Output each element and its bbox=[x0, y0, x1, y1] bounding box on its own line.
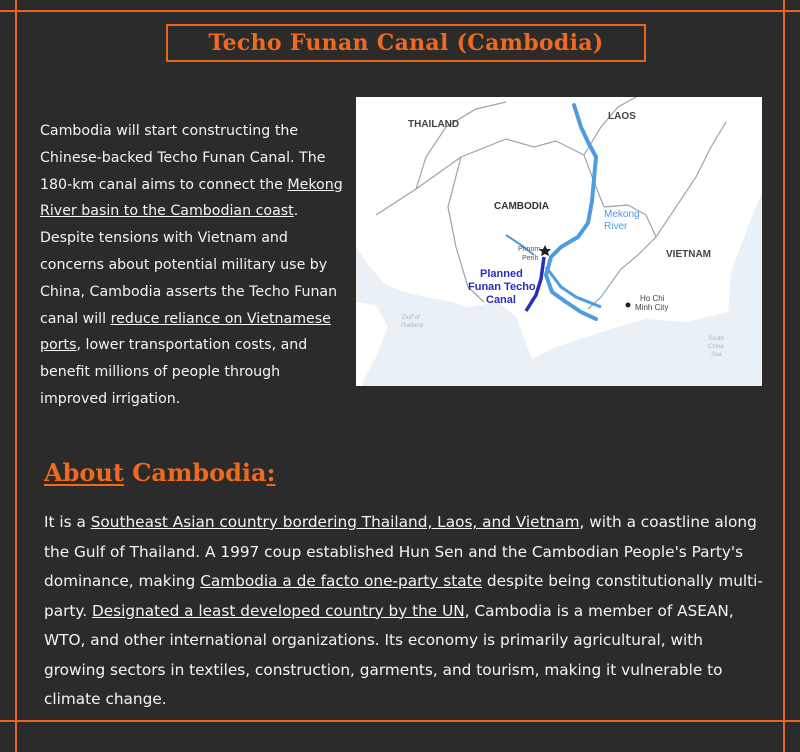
about-heading-b: Cambodia bbox=[123, 458, 267, 487]
about-heading-a: About bbox=[44, 458, 124, 487]
frame-top-line bbox=[0, 10, 800, 12]
canal-map bbox=[356, 97, 762, 386]
label-canal-3: Canal bbox=[486, 294, 516, 306]
ho-chi-minh-marker bbox=[626, 303, 631, 308]
label-phnom-2: Penh bbox=[522, 255, 539, 262]
intro-underline-2: reduce reliance on Vietnamese ports bbox=[40, 310, 331, 354]
label-vietnam: VIETNAM bbox=[666, 249, 711, 260]
label-gulf-1: Gulf of bbox=[402, 315, 420, 321]
frame-right-line bbox=[783, 0, 785, 752]
label-hcm-2: Minh City bbox=[635, 303, 669, 312]
about-heading-c: : bbox=[266, 458, 276, 487]
label-mekong-1: Mekong bbox=[604, 209, 640, 220]
about-paragraph bbox=[44, 508, 769, 715]
intro-text-3: , lower transportation costs, and benefit millions of people through improved irrigation. bbox=[40, 337, 308, 407]
title-box bbox=[166, 24, 646, 62]
label-laos: LAOS bbox=[608, 111, 636, 122]
label-sea-3: Sea bbox=[711, 352, 722, 358]
frame-left-line bbox=[15, 0, 17, 752]
label-canal-1: Planned bbox=[480, 268, 523, 280]
about-underline-3: Designated a least developed country by the UN bbox=[91, 601, 465, 620]
about-text-2: , with a coastline along the Gulf of Thailand. A 1997 coup established Hun Sen and the Cambodian People's Party's dominance, making bbox=[44, 513, 757, 590]
label-mekong-2: River bbox=[604, 221, 628, 232]
label-cambodia: CAMBODIA bbox=[494, 201, 549, 212]
about-underline-2: Cambodia a de facto one-party state bbox=[200, 572, 483, 590]
label-canal-2: Funan Techo bbox=[468, 281, 536, 293]
label-sea-2: China bbox=[708, 344, 724, 350]
about-text-3: despite being constitutionally multi-party. bbox=[44, 572, 763, 620]
intro-underline-1: Mekong River basin to the Cambodian coast bbox=[40, 176, 343, 220]
intro-text-1: Cambodia will start constructing the Chinese-backed Techo Funan Canal. The 180-km canal aims to connect the bbox=[40, 123, 326, 193]
page-title: Techo Funan Canal (Cambodia) bbox=[208, 30, 604, 56]
label-sea-1: South bbox=[708, 336, 724, 342]
label-phnom-1: Phnom bbox=[518, 246, 541, 253]
about-text-1: It is a bbox=[44, 513, 91, 531]
about-underline-1: Southeast Asian country bordering Thailand, Laos, and Vietnam bbox=[90, 513, 580, 531]
about-heading bbox=[44, 458, 275, 487]
about-text-4: , Cambodia is a member of ASEAN, WTO, and other international organizations. Its economy is primarily agricultural, with growing sectors in textiles, construction, garments, and tourism, making it vulnerable to climate change. bbox=[44, 601, 734, 708]
intro-text-2: . Despite tensions with Vietnam and concerns about potential military use by China, Cambodia asserts the Techo Funan canal will bbox=[40, 203, 338, 327]
intro-paragraph bbox=[40, 118, 345, 413]
label-hcm-1: Ho Chi bbox=[640, 294, 665, 303]
label-thailand: THAILAND bbox=[408, 119, 460, 130]
frame-bottom-line bbox=[0, 720, 800, 722]
label-gulf-2: Thailand bbox=[400, 323, 424, 329]
